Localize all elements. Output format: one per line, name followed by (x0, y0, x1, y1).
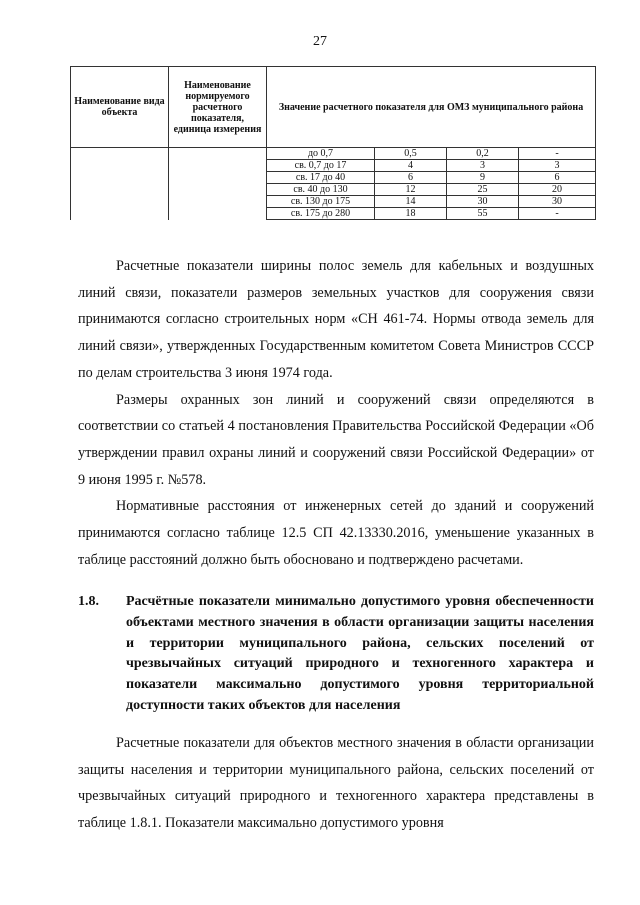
table-cell: 0,5 (375, 148, 447, 160)
page-number: 27 (313, 34, 327, 49)
norm-table (70, 66, 596, 220)
table-cell: 0,2 (447, 148, 519, 160)
table-cell: 25 (447, 184, 519, 196)
header-value: Значение расчетного показателя для ОМЗ муниципального района (267, 67, 596, 148)
table-cell: св. 17 до 40 (267, 172, 375, 184)
table-cell: св. 175 до 280 (267, 208, 375, 220)
table-cell: 55 (447, 208, 519, 220)
empty-object-cell (71, 148, 169, 220)
table-cell: 3 (447, 160, 519, 172)
table-cell: 3 (519, 160, 596, 172)
empty-indicator-cell (169, 148, 267, 220)
header-object-type: Наименование вида объекта (71, 67, 169, 148)
table-cell: 6 (519, 172, 596, 184)
table-cell: 9 (447, 172, 519, 184)
table-cell: 18 (375, 208, 447, 220)
header-indicator: Наименование нормируемого расчетного показателя, единица измерения (169, 67, 267, 148)
section-title: Расчётные показатели минимально допустимого уровня обеспеченности объектами местного значения в области организации защиты населения и территории муниципального района, сельских поселений от чрезвычайных ситуаций природного и техногенного характера и показатели максимально допустимого уровня территориальной доступности таких объектов для населения (126, 594, 594, 713)
table-cell: св. 0,7 до 17 (267, 160, 375, 172)
paragraph-protection-zones: Размеры охранных зон линий и сооружений связи определяются в соответствии со статьей 4 постановления Правительства Российской Федерации «Об утверждении правил охраны линий и сооружений связи Российской Федерации» от 9 июня 1995 г. №578. (78, 391, 594, 488)
table-cell: 30 (447, 196, 519, 208)
table-cell: 6 (375, 172, 447, 184)
table-cell: - (519, 148, 596, 160)
closing-text (78, 730, 594, 837)
table-body (71, 148, 596, 220)
table-cell: 30 (519, 196, 596, 208)
body-paragraphs (78, 253, 594, 573)
table-row (71, 148, 596, 160)
paragraph-closing: Расчетные показатели для объектов местного значения в области организации защиты населения и территории муниципального района, сельских поселений от чрезвычайных ситуаций природного и техногенного характера представлены в таблице 1.8.1. Показатели максимально допустимого уровня (78, 735, 594, 832)
table-cell: св. 40 до 130 (267, 184, 375, 196)
table-header-row (71, 67, 596, 148)
section-heading (78, 592, 594, 717)
paragraph-cable-lines: Расчетные показатели ширины полос земель для кабельных и воздушных линий связи, показатели размеров земельных участков для сооружения связи принимаются согласно строительных норм «СН 461-74. Нормы отвода земель для линий связи», утвержденных Государственным комитетом Совета Министров СССР по делам строительства 3 июня 1974 года. (78, 258, 594, 381)
table-cell: 14 (375, 196, 447, 208)
table-cell: св. 130 до 175 (267, 196, 375, 208)
section-number: 1.8. (78, 594, 99, 609)
table-cell: 12 (375, 184, 447, 196)
table-cell: 20 (519, 184, 596, 196)
paragraph-engineering-networks: Нормативные расстояния от инженерных сетей до зданий и сооружений принимаются согласно таблице 12.5 СП 42.13330.2016, уменьшение указанных в таблице расстояний должно быть обосновано и подтверждено расчетами. (78, 498, 594, 568)
table-cell: до 0,7 (267, 148, 375, 160)
table-cell: - (519, 208, 596, 220)
table-cell: 4 (375, 160, 447, 172)
